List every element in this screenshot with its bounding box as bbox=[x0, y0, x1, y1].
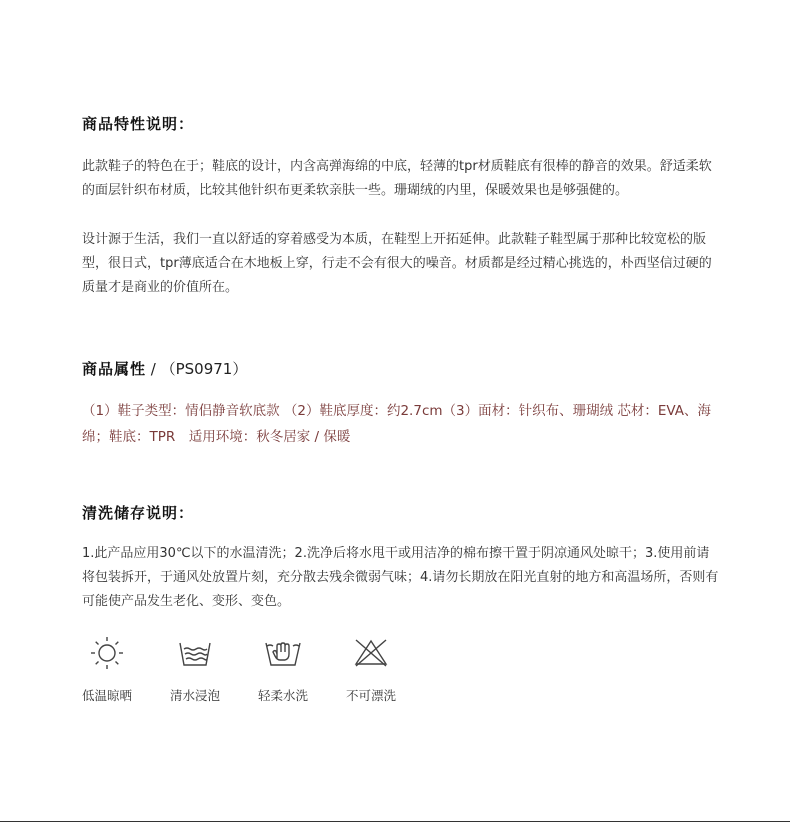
care-icons bbox=[82, 632, 434, 704]
care-item-handwash bbox=[258, 632, 346, 704]
washing-text: 1.此产品应用30℃以下的水温清洗；2.洗净后将水甩干或用洁净的棉布擦干置于阴凉通风处晾干；3.使用前请将包装拆开，于通风处放置片刻，充分散去残余微弱气味；4.请勿长期放在阳光直射的地方和高温场所，否则有可能使产品发生老化、变形、变色。 bbox=[82, 546, 719, 609]
care-label-sun: 低温晾晒 bbox=[82, 688, 133, 703]
features-paragraph-1: 此款鞋子的特色在于；鞋底的设计，内含高弹海绵的中底，轻薄的tpr材质鞋底有很棒的静音的效果。舒适柔软的面层针织布材质，比较其他针织布更柔软亲肤一些。珊瑚绒的内里，保暖效果也是够强健的。 bbox=[82, 159, 712, 198]
care-label-handwash: 轻柔水洗 bbox=[258, 688, 309, 703]
features-title: 商品特性说明： bbox=[82, 115, 195, 133]
care-item-sun bbox=[82, 632, 170, 704]
washing-title: 清洗储存说明： bbox=[82, 504, 195, 522]
attributes-title: 商品属性 bbox=[82, 360, 147, 378]
care-item-nobleach bbox=[346, 632, 434, 704]
features-paragraph-2: 设计源于生活，我们一直以舒适的穿着感受为本质，在鞋型上开拓延伸。此款鞋子鞋型属于那种比较宽松的版型，很日式，tpr薄底适合在木地板上穿，行走不会有很大的噪音。材质都是经过精心挑选的，朴西坚信过硬的质量才是商业的价值所在。 bbox=[82, 232, 712, 295]
care-item-soak bbox=[170, 632, 258, 704]
bottom-divider bbox=[0, 821, 790, 822]
attributes-subtitle: / （PS0971） bbox=[146, 360, 248, 378]
attributes-title-wrap bbox=[82, 358, 247, 379]
care-label-nobleach: 不可漂洗 bbox=[346, 688, 397, 703]
care-label-soak: 清水浸泡 bbox=[170, 688, 221, 703]
no-bleach-icon bbox=[350, 632, 392, 674]
sun-icon bbox=[86, 632, 128, 674]
wash-basin-icon bbox=[174, 632, 216, 674]
attributes-text: （1）鞋子类型：情侣静音软底款 （2）鞋底厚度：约2.7cm（3）面材：针织布、珊瑚绒 芯材：EVA、海绵；鞋底：TPR 适用环境：秋冬居家 / 保暖 bbox=[82, 403, 712, 445]
hand-wash-icon bbox=[262, 632, 304, 674]
